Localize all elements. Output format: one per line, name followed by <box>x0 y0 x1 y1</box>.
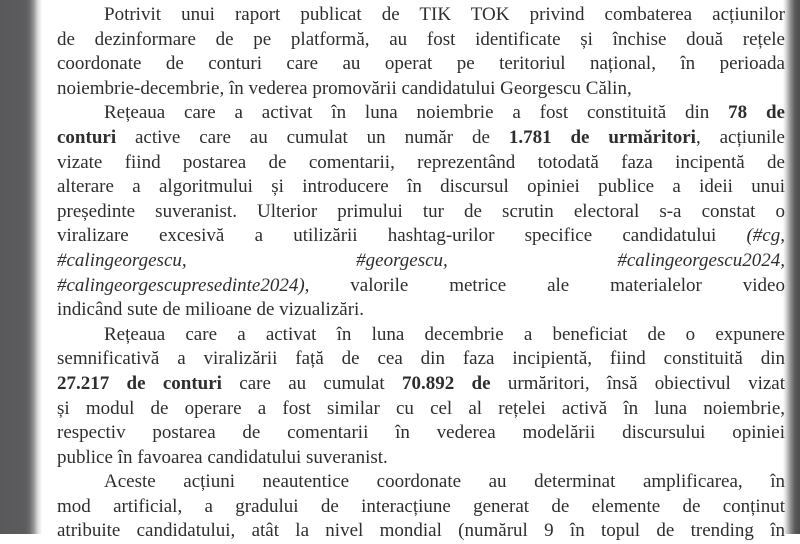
text-run: coordonate de conturi care au operat pe teritoriul național, în perioada <box>57 53 785 75</box>
text-line <box>57 470 785 495</box>
text-run: 78 de <box>728 102 785 124</box>
text-line <box>57 274 785 299</box>
text-run: care au cumulat <box>221 372 402 394</box>
paragraph <box>57 3 785 101</box>
paragraph <box>57 101 785 322</box>
text-run: mod artificial, a gradului de interacțiune generat de elemente de conținut <box>57 495 785 517</box>
text-line <box>57 446 785 471</box>
text-run: Potrivit unui raport publicat de TIK TOK privind combaterea acțiunilor <box>104 4 785 25</box>
text-line <box>57 175 785 200</box>
text-line <box>57 249 785 274</box>
text-run: Aceste acțiuni neautentice coordonate au determinat amplificarea, în <box>104 471 785 493</box>
text-line <box>57 52 785 77</box>
text-line <box>57 200 785 225</box>
document-page <box>57 3 785 544</box>
text-run: publice în favoarea candidatului suveranist. <box>57 446 388 468</box>
text-line <box>57 495 785 520</box>
text-line <box>57 3 785 28</box>
text-line <box>57 519 785 544</box>
text-run: semnificativă a viralizării față de cea din faza incipientă, fiind constituită din <box>57 348 785 370</box>
text-run: , acțiunile <box>695 126 785 148</box>
text-line <box>57 397 785 422</box>
text-line <box>57 28 785 53</box>
text-run: indicând sute de milioane de vizualizări. <box>57 299 365 321</box>
text-line <box>57 372 785 397</box>
text-run: respectiv postarea de comentarii în vederea modelării discursului opiniei <box>57 422 785 444</box>
text-run: Rețeaua care a activat în luna noiembrie a fost constituită din <box>104 102 729 124</box>
scan-right-edge <box>783 0 800 534</box>
text-run: vizate fiind postarea de comentarii, reprezentând totodată faza incipentă de <box>57 151 785 173</box>
text-line <box>57 224 785 249</box>
text-run: Rețeaua care a activat în luna decembrie a beneficiat de o expunere <box>104 323 785 345</box>
text-run: #calingeorgescu, #georgescu, #calingeorgescu2024, <box>57 249 785 271</box>
text-line <box>57 77 785 102</box>
text-run: 1.781 de urmăritori <box>508 126 696 148</box>
text-line <box>57 421 785 446</box>
text-line <box>57 298 785 323</box>
text-run: urmăritori, însă obiectivul vizat <box>490 372 786 394</box>
text-run: de dezinformare de pe platformă, au fost identificate și închise două rețele <box>57 28 785 50</box>
text-run: #calingeorgescupresedinte2024) <box>57 274 305 296</box>
text-run: alterare a algoritmului și introducere în discursul opiniei publice a ideii unui <box>57 176 785 198</box>
text-run: atribuite candidatului, atât la nivel mondial (numărul 9 în topul de trending în <box>57 520 785 542</box>
text-line <box>57 347 785 372</box>
text-run: active care au cumulat un număr de <box>116 126 509 148</box>
text-line <box>57 151 785 176</box>
scan-left-edge <box>0 0 42 534</box>
paragraph <box>57 323 785 471</box>
text-run: viralizare excesivă a utilizării hashtag-urilor specifice candidatului <box>57 225 747 247</box>
text-run: 70.892 de <box>401 372 491 394</box>
text-run: președinte suveranist. Ulterior primului tur de scrutin electoral s-a constat o <box>57 200 785 222</box>
text-run: noiembrie-decembrie, în vederea promovării candidatului Georgescu Călin, <box>57 77 632 99</box>
text-line <box>57 323 785 348</box>
text-line <box>57 126 785 151</box>
text-run: conturi <box>57 126 117 148</box>
paragraph <box>57 470 785 544</box>
text-run: 27.217 de conturi <box>57 372 222 394</box>
text-run: , valorile metrice ale materialelor video <box>304 274 785 296</box>
text-line <box>57 101 785 126</box>
text-run: (#cg, <box>746 225 785 247</box>
text-run: și modul de operare a fost similar cu cel al rețelei activă în luna noiembrie, <box>57 397 785 419</box>
